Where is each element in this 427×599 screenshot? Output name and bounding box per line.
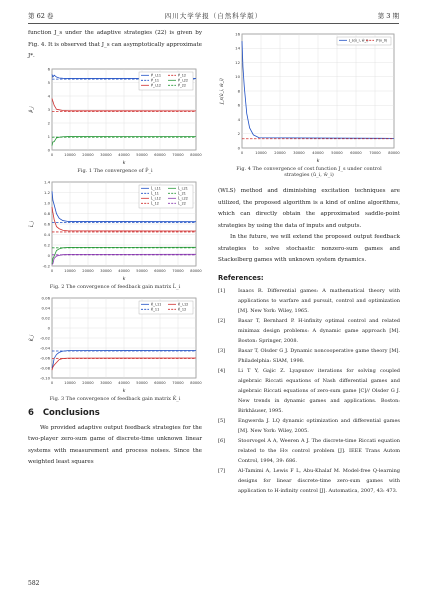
y-tick-label: 4 — [47, 92, 50, 98]
legend-entry: L̂_11 — [151, 191, 159, 195]
y-tick-label: -0.06 — [40, 354, 50, 360]
legend-entry: K̂_12 — [178, 307, 187, 311]
figure-4-chart — [218, 28, 400, 166]
x-tick-label: 10000 — [255, 151, 267, 155]
header-rule — [28, 23, 399, 24]
legend-entry: K̂_i,12 — [178, 302, 189, 306]
x-tick-label: 0 — [50, 152, 54, 157]
right-paragraph-1: (WLS) method and diminishing excitation techniques are utilized, the proposed algorithm is a kind of online algorithms, which can directly obtain the approximated saddle-point strategies by using the data of inputs and outputs. — [218, 188, 400, 229]
page-header — [28, 8, 399, 22]
right-paragraph-2: In the future, we will extend the proposed output feedback strategies to solve stochastic nonzero-sum games and Stackelberg games with unknown system dynamics. — [218, 234, 400, 263]
reference-item — [218, 366, 400, 416]
y-tick-label: 0 — [237, 145, 240, 151]
legend-entry: P̂_i,22 — [178, 78, 189, 82]
y-tick-label: 5 — [47, 79, 50, 85]
y-tick-label: 1.4 — [43, 178, 50, 184]
x-tick-label: 20000 — [82, 268, 94, 273]
legend-entry: P̂_12 — [178, 73, 187, 77]
figure-3-chart — [28, 292, 202, 396]
legend-entry: K̂_i,11 — [151, 302, 162, 306]
y-tick-label: 0 — [47, 146, 50, 152]
y-tick-label: 0 — [47, 252, 50, 258]
legend-entry: L̂_12 — [151, 201, 159, 205]
y-tick-label: 0.6 — [43, 220, 50, 226]
reference-number: [1] — [218, 287, 226, 294]
issue-label: 第 3 期 — [377, 12, 399, 20]
y-tick-label: 6 — [47, 65, 50, 71]
figure-3-caption: Fig. 3 The convergence of feedback gain matrix K̂_i — [49, 395, 181, 402]
y-axis-label: L̂_i — [30, 220, 35, 227]
y-tick-label: 4 — [237, 116, 240, 122]
x-tick-label: 30000 — [100, 152, 112, 157]
section-number: 6 — [28, 407, 34, 418]
legend-entry: P̂_11 — [151, 78, 160, 82]
x-tick-label: 20000 — [82, 152, 94, 157]
reference-number: [3] — [218, 347, 226, 354]
reference-text: Basar T, Bernhard P. H-infinity optimal control and related minimax design problems: A dynamic game approach [M]. Boston: Springer, 2008. — [238, 317, 400, 344]
legend-entry: L̂_21 — [178, 191, 186, 195]
legend-entry: L̂_i,21 — [178, 186, 188, 190]
x-tick-label: 10000 — [64, 380, 76, 385]
x-tick-label: 20000 — [82, 380, 94, 385]
volume-label: 第 62 卷 — [28, 12, 54, 20]
x-axis-label: k — [122, 388, 126, 394]
figure-2-caption: Fig. 2 The convergence of feedback gain matrix L̂_i — [49, 283, 181, 290]
x-tick-label: 70000 — [172, 152, 184, 157]
x-tick-label: 50000 — [136, 268, 148, 273]
legend-entry: L̂_i,11 — [151, 186, 161, 190]
references-list — [218, 286, 400, 496]
x-tick-label: 50000 — [136, 380, 148, 385]
reference-text: Basar T, Olsder G J. Dynamic noncooperative game theory [M]. Philadelphia: SIAM, 1998. — [238, 347, 400, 364]
reference-text: Stoorvogel A A, Weeren A J. The discrete-time Riccati equation related to the H∞ control problem [J]. IEEE Trans Autom Control, 1994, 39: 686. — [238, 437, 400, 464]
legend-entry: L̂_i,12 — [151, 196, 161, 200]
reference-number: [4] — [218, 367, 226, 374]
x-axis-label: k — [122, 160, 126, 166]
section-heading — [28, 408, 202, 418]
x-tick-label: 10000 — [64, 268, 76, 273]
legend-entry: P̂_i,11 — [151, 73, 162, 77]
left-column — [28, 28, 202, 469]
journal-title: 四川大学学报（自然科学版） — [164, 12, 263, 20]
section-title: Conclusions — [42, 407, 100, 418]
y-tick-label: 0.8 — [43, 210, 50, 216]
figure-1-chart — [28, 63, 202, 168]
y-tick-label: 0.2 — [43, 241, 50, 247]
reference-text: Isaacs R. Differential games: A mathematical theory with applications to warfare and pursuit, control and optimization [M]. New York: Wiley, 1965. — [238, 287, 400, 314]
figure-4-caption-line2: strategies (û_i, ŵ_i) — [284, 172, 334, 178]
reference-item — [218, 316, 400, 346]
y-tick-label: -0.08 — [40, 364, 50, 370]
reference-number: [5] — [218, 417, 226, 424]
y-tick-label: 0 — [47, 324, 50, 330]
y-tick-label: 6 — [237, 102, 240, 108]
x-tick-label: 80000 — [190, 380, 202, 385]
x-tick-label: 40000 — [118, 152, 130, 157]
y-axis-label: J_s(û_i, ŵ_i) — [220, 78, 225, 104]
y-tick-label: 1 — [47, 133, 50, 139]
x-tick-label: 20000 — [274, 151, 286, 155]
y-tick-label: 10 — [235, 74, 240, 80]
reference-text: Al-Tamimi A, Lewis F L, Abu-Khalaf M. Model-free Q-learning designs for linear discrete-time zero-sum games with application to H-infinity control [J]. Automatica, 2007, 43: 473. — [238, 467, 400, 494]
x-tick-label: 80000 — [388, 151, 400, 155]
legend-entry: L̂_22 — [178, 201, 186, 205]
reference-item — [218, 346, 400, 366]
reference-number: [2] — [218, 317, 226, 324]
x-axis-label: k — [122, 276, 126, 282]
x-tick-label: 50000 — [331, 151, 343, 155]
x-tick-label: 70000 — [172, 380, 184, 385]
x-tick-label: 0 — [240, 151, 244, 155]
y-tick-label: 14 — [235, 45, 240, 51]
reference-item — [218, 466, 400, 496]
y-tick-label: 1.0 — [43, 199, 50, 205]
y-tick-label: 0.06 — [41, 294, 50, 300]
y-tick-label: -0.2 — [42, 262, 50, 268]
x-tick-label: 60000 — [154, 268, 166, 273]
x-tick-label: 0 — [50, 268, 54, 273]
x-tick-label: 30000 — [293, 151, 305, 155]
x-tick-label: 40000 — [312, 151, 324, 155]
y-tick-label: 1.2 — [43, 189, 50, 195]
y-tick-label: 2 — [237, 131, 240, 137]
y-tick-label: -0.10 — [40, 374, 50, 380]
legend-entry: L̂_i,22 — [178, 196, 188, 200]
x-tick-label: 80000 — [190, 268, 202, 273]
y-axis-label: P̂_i — [30, 105, 35, 113]
y-tick-label: 16 — [235, 31, 240, 37]
x-tick-label: 50000 — [136, 152, 148, 157]
intro-paragraph: function J_s under the adaptive strategies (22) is given by Fig. 4. It is observed that J_s can asymptotically approximate J*. — [28, 30, 202, 59]
x-tick-label: 60000 — [154, 152, 166, 157]
y-tick-label: -0.04 — [40, 344, 50, 350]
x-tick-label: 0 — [50, 380, 54, 385]
legend-entry: J*(x_0) — [376, 38, 388, 43]
y-tick-label: 0.04 — [41, 304, 50, 310]
legend-entry: K̂_11 — [151, 307, 160, 311]
legend-entry: J_s(û_i, ŵ_i) — [349, 38, 369, 43]
y-tick-label: 2 — [47, 119, 50, 125]
y-tick-label: 3 — [47, 106, 50, 112]
figure-1-caption: Fig. 1 The convergence of P̂_i — [77, 167, 153, 174]
conclusion-paragraph: We provided adaptive output feedback strategies for the two-player zero-sum game of discrete-time unknown linear systems with measurement and process noises. Since the weighted least squares — [28, 424, 202, 465]
reference-item — [218, 416, 400, 436]
y-axis-label: K̂_i — [30, 334, 35, 341]
legend-entry: P̂_22 — [178, 83, 187, 87]
references-title: References: — [218, 273, 264, 282]
y-tick-label: 12 — [235, 59, 240, 65]
reference-item — [218, 286, 400, 316]
y-tick-label: 0.02 — [41, 314, 50, 320]
x-tick-label: 60000 — [154, 380, 166, 385]
y-tick-label: 0.4 — [43, 231, 50, 237]
reference-item — [218, 436, 400, 466]
figure-2-chart — [28, 176, 202, 284]
reference-text: Li T Y, Gajic Z. Lyapunov iterations for solving coupled algebraic Riccati equations of Nash differential games and algebraic Riccati equations of zero-sum game [C]// Olsder G J. New trends in dynamic games and applications. Boston: Birkhäuser, 1995. — [238, 367, 400, 414]
x-tick-label: 40000 — [118, 268, 130, 273]
legend-entry: P̂_i,12 — [151, 83, 162, 87]
reference-number: [7] — [218, 467, 226, 474]
x-tick-label: 80000 — [190, 152, 202, 157]
y-tick-label: -0.02 — [40, 334, 50, 340]
page-number: 582 — [28, 580, 40, 587]
figure-4-caption — [218, 166, 400, 178]
y-tick-label: 8 — [237, 88, 240, 94]
x-tick-label: 40000 — [118, 380, 130, 385]
reference-number: [6] — [218, 437, 226, 444]
reference-text: Engwerda J. LQ dynamic optimization and differential games [M]. New York: Wiley, 2005. — [238, 417, 400, 434]
x-axis-label: k — [316, 159, 320, 164]
x-tick-label: 10000 — [64, 152, 76, 157]
right-column — [218, 28, 400, 496]
x-tick-label: 60000 — [350, 151, 362, 155]
x-tick-label: 70000 — [369, 151, 381, 155]
x-tick-label: 70000 — [172, 268, 184, 273]
x-tick-label: 30000 — [100, 268, 112, 273]
x-tick-label: 30000 — [100, 380, 112, 385]
figure-4-caption-line1: Fig. 4 The convergence of cost function J_s under control — [236, 166, 382, 172]
